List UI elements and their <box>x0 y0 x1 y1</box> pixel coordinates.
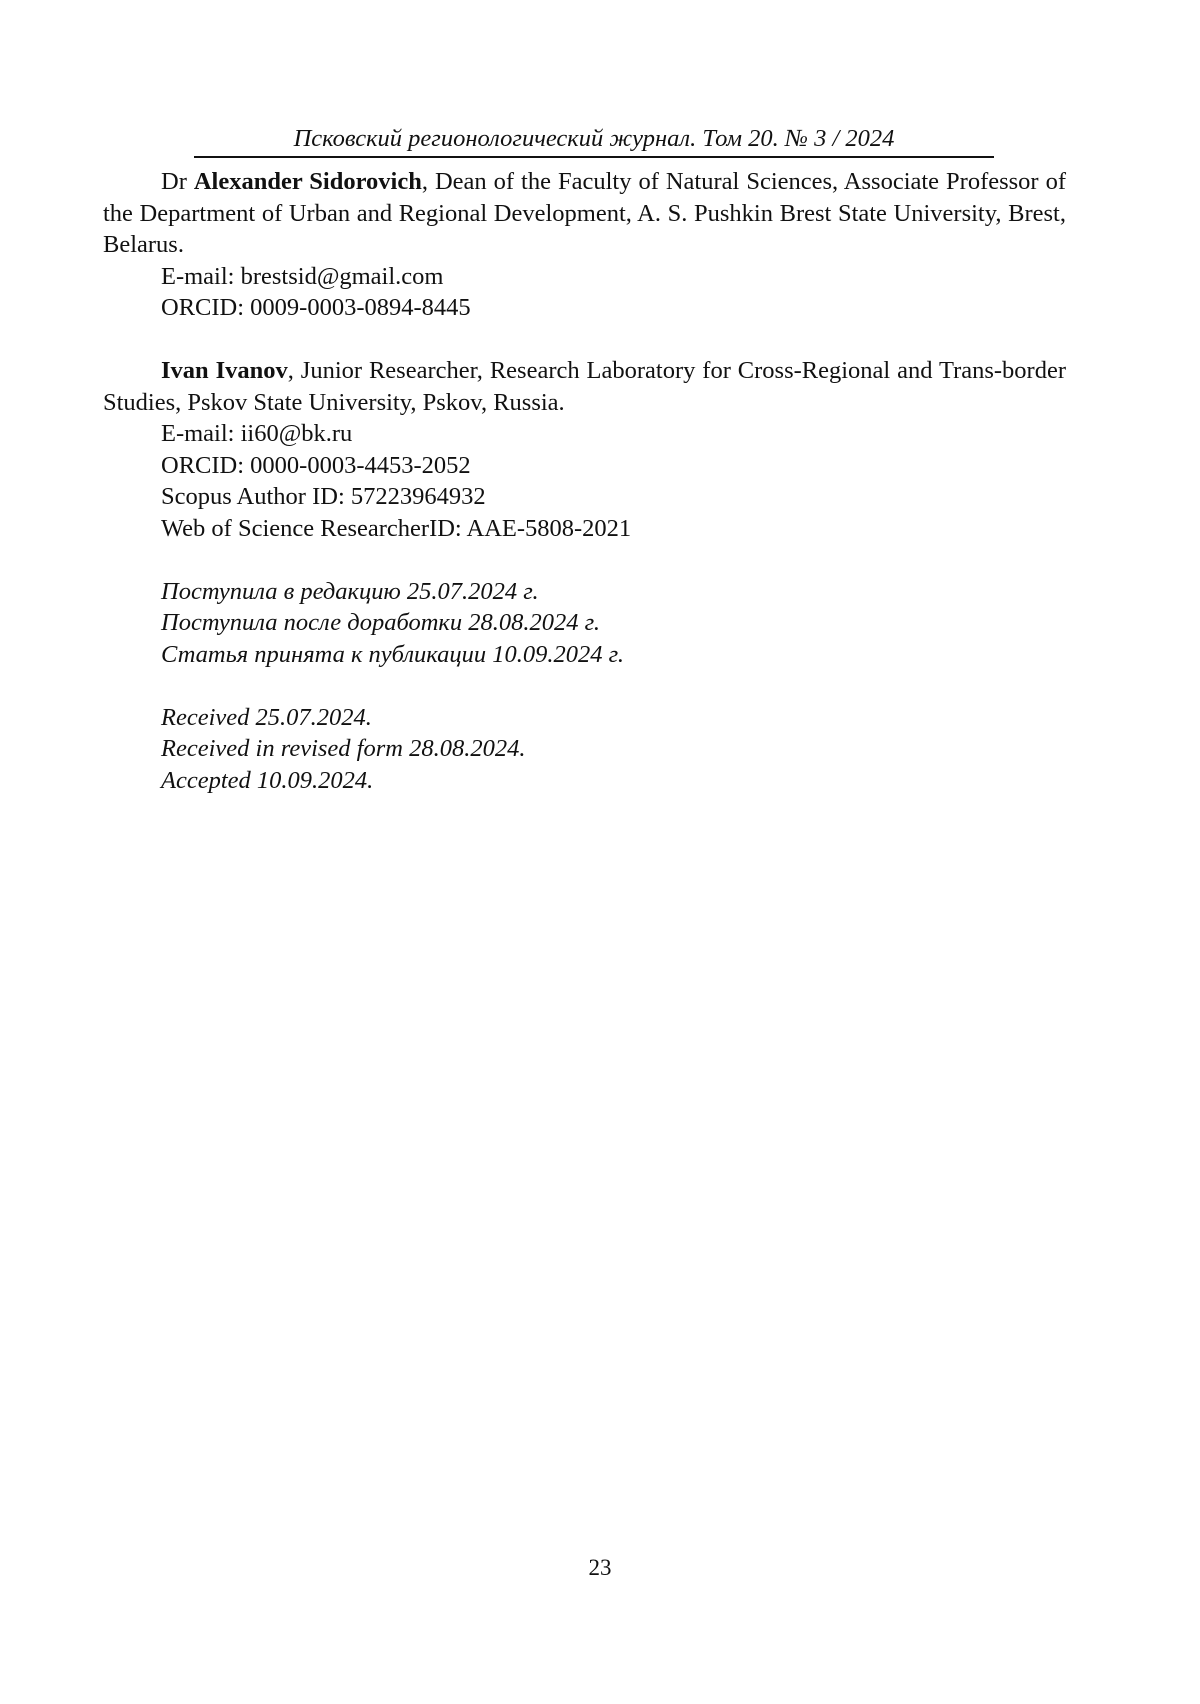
author-bio-ivanov <box>103 355 1066 418</box>
date-received-en: Received 25.07.2024. <box>161 703 372 731</box>
spacer <box>103 324 1066 356</box>
page-content <box>103 166 1066 796</box>
author-affiliation: , Junior Researcher, Research Laboratory for Cross-Regional and Trans-border Studies, Pskov State University, Pskov, Russia. <box>103 357 1067 416</box>
date-accepted-en: Accepted 10.09.2024. <box>161 766 374 794</box>
author-name: Alexander Sidorovich <box>193 168 422 195</box>
date-revised-ru: Поступила после доработки 28.08.2024 г. <box>161 609 600 636</box>
author-orcid: ORCID: 0009-0003-0894-8445 <box>161 294 471 321</box>
author-orcid: ORCID: 0000-0003-4453-2052 <box>161 451 471 479</box>
date-received-ru: Поступила в редакцию 25.07.2024 г. <box>161 577 539 605</box>
author-wos-id: Web of Science ResearcherID: AAE-5808-2021 <box>161 514 632 542</box>
author-name: Ivan Ivanov <box>161 357 288 384</box>
spacer <box>103 670 1066 702</box>
page-number: 23 <box>588 1555 612 1580</box>
spacer <box>103 544 1066 576</box>
author-prefix: Dr <box>161 168 194 195</box>
date-revised-en: Received in revised form 28.08.2024. <box>161 735 526 762</box>
author-email: E-mail: brestsid@gmail.com <box>161 262 444 290</box>
author-email: E-mail: ii60@bk.ru <box>161 420 353 447</box>
author-bio-sidorovich <box>103 166 1066 261</box>
date-accepted-ru: Статья принята к публикации 10.09.2024 г. <box>161 640 625 668</box>
author-affiliation: , Dean of the Faculty of Natural Sciences, Associate Professor of the Department of Urban and Regional Development, A. S. Pushkin Brest State University, Brest, Belarus. <box>103 168 1066 258</box>
author-scopus-id: Scopus Author ID: 57223964932 <box>161 483 486 510</box>
running-header: Псковский регионологический журнал. Том 20. № 3 / 2024 <box>194 124 994 158</box>
